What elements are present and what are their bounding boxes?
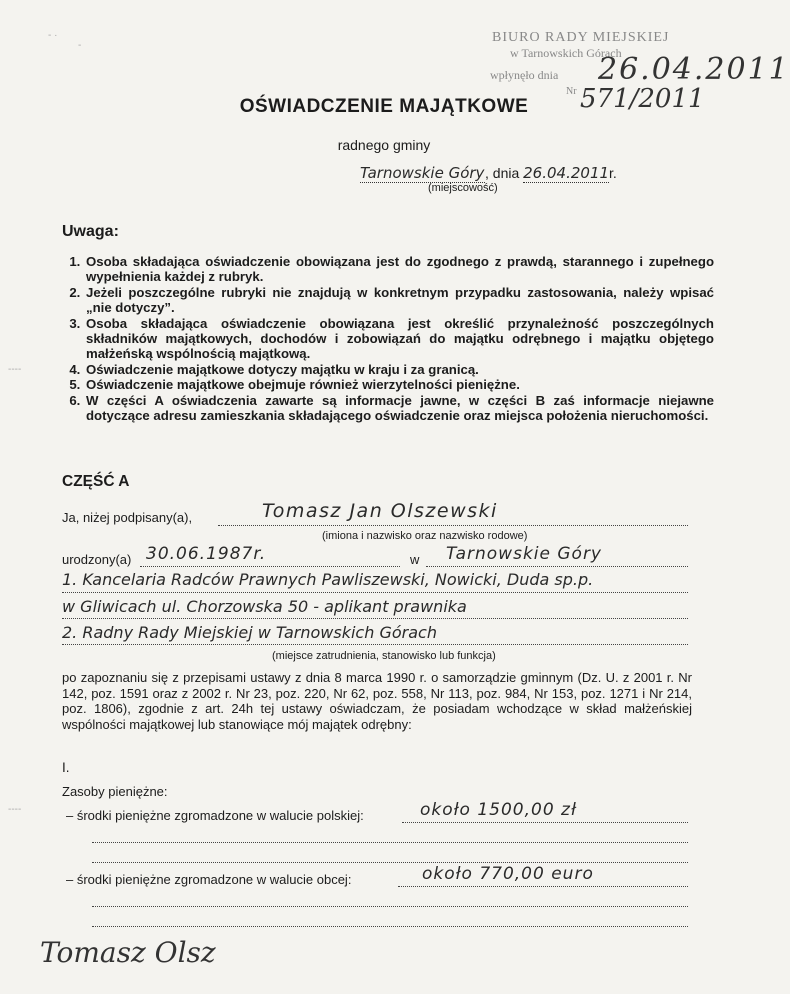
name-hint: (imiona i nazwisko oraz nazwisko rodowe) (322, 530, 528, 542)
document-subtitle: radnego gminy (337, 137, 431, 153)
blank-dotted-line (92, 862, 688, 863)
employment-line-handwritten: w Gliwicach ul. Chorzowska 50 - aplikant prawnika (62, 597, 467, 616)
employment-line-handwritten: 2. Radny Rady Miejskiej w Tarnowskich Górach (62, 623, 437, 642)
blank-dotted-line (92, 842, 688, 843)
instruction-item: 5. Oświadczenie majątkowe obejmuje również wierzytelności pieniężne. (84, 377, 714, 392)
dnia-label: , dnia (485, 165, 520, 181)
stamp-city: w Tarnowskich Górach (510, 46, 622, 60)
instruction-item: 4. Oświadczenie majątkowe dotyczy majątku w kraju i za granicą. (84, 362, 714, 377)
pln-amount-handwritten: około 1500,00 zł (420, 800, 577, 820)
foreign-dotted-line (398, 886, 688, 887)
born-place-handwritten: Tarnowskie Góry (446, 544, 602, 564)
year-suffix: r. (609, 165, 617, 181)
pln-dotted-line (402, 822, 688, 823)
document-title: OŚWIADCZENIE MAJĄTKOWE (239, 96, 529, 117)
instruction-item: 1. Osoba składająca oświadczenie obowiązana jest do zgodnego z prawdą, starannego i zupełnego wypełnienia każdej z rubryk. (84, 254, 714, 285)
stamp-date-handwritten: 26.04.2011 (598, 52, 790, 87)
born-date-dotted-line (140, 566, 400, 567)
born-date-handwritten: 30.06.1987r. (146, 544, 267, 564)
instructions-list (60, 254, 714, 423)
blank-dotted-line (92, 926, 688, 927)
stamp-nr-label: Nr (566, 86, 577, 97)
scan-mark: ‑ · (48, 30, 58, 41)
section-1-heading: I. (62, 760, 70, 775)
name-handwritten: Tomasz Jan Olszewski (262, 500, 498, 522)
name-dotted-line (218, 525, 688, 526)
born-label: urodzony(a) (62, 552, 132, 567)
legal-paragraph: po zapoznaniu się z przepisami ustawy z dnia 8 marca 1990 r. o samorządzie gminnym (Dz. U. z 2001 r. Nr 142, poz. 1591 oraz z 2002 r. Nr 23, poz. 220, Nr 62, poz. 558, Nr 113, poz. 984, Nr 153, poz. 1271 i Nr 214, poz. 1806), zgodnie z art. 24h tej ustawy oświadczam, że posiadam wchodzące w skład małżeńskiej wspólności majątkowej lub stanowiące mój majątek odrębny: (62, 670, 692, 732)
section-a-heading: CZĘŚĆ A (62, 473, 130, 490)
uwaga-heading: Uwaga: (62, 223, 119, 240)
scan-mark: ‑‑‑‑ (8, 364, 22, 375)
blank-dotted-line (92, 906, 688, 907)
place-handwritten: Tarnowskie Góry (360, 164, 485, 182)
foreign-funds-label: – środki pieniężne zgromadzone w walucie obcej: (66, 872, 352, 887)
stamp-number-handwritten: 571/2011 (580, 84, 705, 114)
instruction-item: 6. W części A oświadczenia zawarte są informacje jawne, w części B zaś informacje niejawne dotyczące adresu zamieszkania składającego oświadczenie oraz miejsca położenia nieruchomości. (84, 393, 714, 424)
stamp-office: BIURO RADY MIEJSKIEJ (492, 30, 670, 45)
instruction-item: 2. Jeżeli poszczególne rubryki nie znajdują w konkretnym przypadku zastosowania, należy wpisać „nie dotyczy”. (84, 285, 714, 316)
place-date-line (360, 164, 617, 183)
place-hint: (miejscowość) (428, 182, 498, 194)
scan-mark: ‑‑‑‑ (8, 804, 22, 815)
employment-dotted-line (62, 618, 688, 619)
stamp-received-label: wpłynęło dnia (490, 68, 559, 82)
employment-dotted-line (62, 644, 688, 645)
born-place-dotted-line (426, 566, 688, 567)
signature-handwritten: Tomasz Olsz (40, 936, 216, 969)
ja-label: Ja, niżej podpisany(a), (62, 510, 193, 525)
instruction-item: 3. Osoba składająca oświadczenie obowiązana jest określić przynależność poszczególnych składników majątkowych, dochodów i zobowiązań do majątku odrębnego i majątku objętego małżeńską wspólnością majątkową. (84, 316, 714, 362)
employment-line-handwritten: 1. Kancelaria Radców Prawnych Pawliszewski, Nowicki, Duda sp.p. (62, 570, 594, 589)
pln-funds-label: – środki pieniężne zgromadzone w walucie polskiej: (66, 808, 364, 823)
born-in-label: w (410, 552, 420, 567)
employment-dotted-line (62, 592, 688, 593)
date-handwritten: 26.04.2011 (523, 164, 610, 182)
foreign-amount-handwritten: około 770,00 euro (422, 864, 594, 884)
employment-hint: (miejsce zatrudnienia, stanowisko lub funkcja) (272, 650, 496, 662)
cash-resources-label: Zasoby pieniężne: (62, 784, 168, 799)
scan-mark: ‑ (78, 40, 82, 51)
